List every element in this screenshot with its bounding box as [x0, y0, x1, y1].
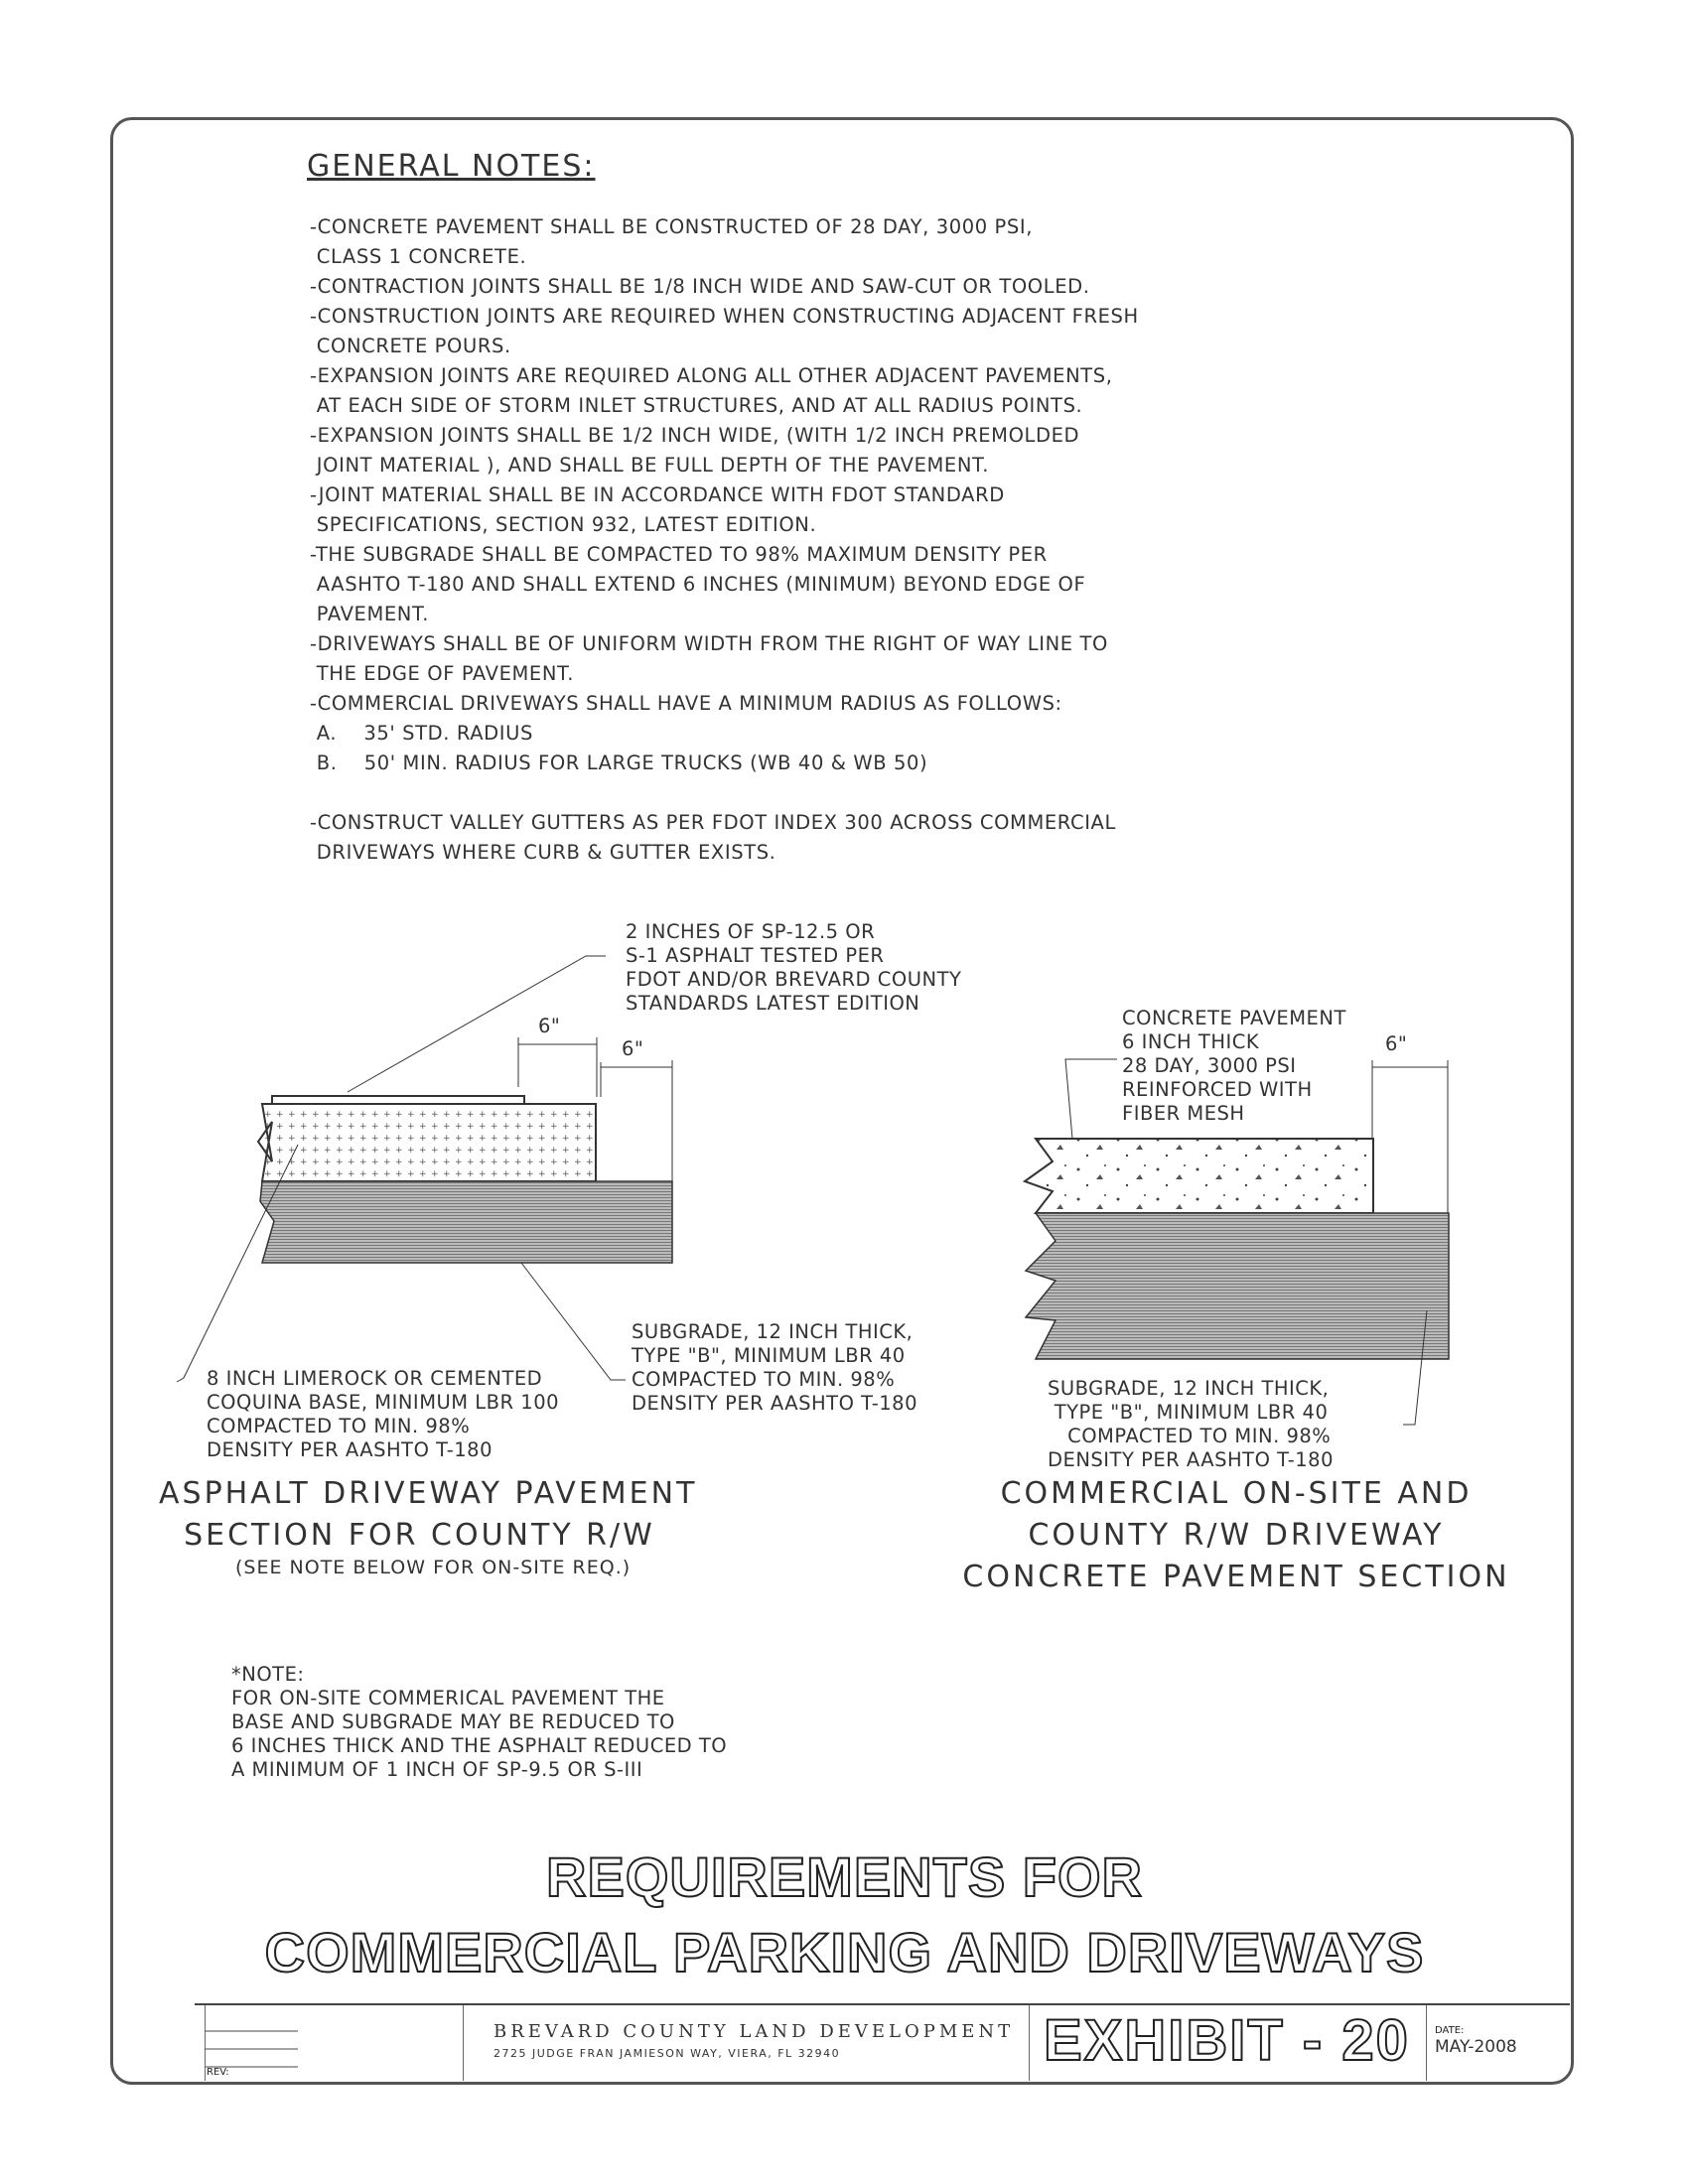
general-note-line: CONCRETE POURS. [310, 335, 511, 357]
concrete-layer [1025, 1139, 1373, 1213]
general-note-line: -CONCRETE PAVEMENT SHALL BE CONSTRUCTED OF 28 DAY, 3000 PSI, [310, 215, 1034, 238]
asphalt-subgrade-label: SUBGRADE, 12 INCH THICK, TYPE "B", MINIMUM LBR 40 COMPACTED TO MIN. 98% DENSITY PER AASHTO T-180 [632, 1320, 917, 1415]
general-note-line: -CONSTRUCT VALLEY GUTTERS AS PER FDOT INDEX 300 ACROSS COMMERCIAL [310, 811, 1116, 834]
general-note-line: -CONSTRUCTION JOINTS ARE REQUIRED WHEN CONSTRUCTING ADJACENT FRESH [310, 305, 1139, 328]
general-note-line: -COMMERCIAL DRIVEWAYS SHALL HAVE A MINIMUM RADIUS AS FOLLOWS: [310, 692, 1062, 715]
subgrade-layer [1026, 1213, 1449, 1359]
concrete-layer-label: CONCRETE PAVEMENT 6 INCH THICK 28 DAY, 3000 PSI REINFORCED WITH FIBER MESH [1122, 1007, 1346, 1125]
general-note-line: PAVEMENT. [310, 603, 429, 625]
general-note-line: B. 50' MIN. RADIUS FOR LARGE TRUCKS (WB 40 & WB 50) [310, 751, 928, 774]
asphalt-section-title: ASPHALT DRIVEWAY PAVEMENT SECTION FOR COUNTY R/W [159, 1476, 698, 1553]
general-note-line: -JOINT MATERIAL SHALL BE IN ACCORDANCE WITH FDOT STANDARD [310, 483, 1005, 506]
asphalt-dim-2: 6" [622, 1037, 644, 1060]
date-value: MAY-2008 [1435, 2037, 1517, 2057]
concrete-dim: 6" [1385, 1032, 1408, 1055]
subgrade-layer [260, 1181, 672, 1263]
main-title-line-1: REQUIREMENTS FOR [546, 1845, 1143, 1908]
company-name: BREVARD COUNTY LAND DEVELOPMENT [493, 2021, 1015, 2042]
title-block [195, 2003, 1570, 2081]
date-label: DATE: [1435, 2025, 1465, 2036]
exhibit-number: EXHIBIT - 20 [1044, 2008, 1410, 2073]
general-note-line: A. 35' STD. RADIUS [310, 722, 533, 745]
general-note-line: -CONTRACTION JOINTS SHALL BE 1/8 INCH WIDE AND SAW-CUT OR TOOLED. [310, 275, 1090, 298]
asphalt-section-subtitle: (SEE NOTE BELOW FOR ON-SITE REQ.) [235, 1557, 632, 1578]
general-note-line: SPECIFICATIONS, SECTION 932, LATEST EDITION. [310, 513, 817, 536]
concrete-section-title: COMMERCIAL ON-SITE AND COUNTY R/W DRIVEWAY CONCRETE PAVEMENT SECTION [962, 1476, 1510, 1594]
general-note-line: AT EACH SIDE OF STORM INLET STRUCTURES, AND AT ALL RADIUS POINTS. [310, 394, 1083, 417]
general-note-line: CLASS 1 CONCRETE. [310, 245, 527, 268]
asphalt-section-drawing [177, 956, 672, 1382]
company-address: 2725 JUDGE FRAN JAMIESON WAY, VIERA, FL 32940 [493, 2047, 841, 2060]
main-title-line-2: COMMERCIAL PARKING AND DRIVEWAYS [264, 1921, 1425, 1983]
on-site-note: *NOTE: FOR ON-SITE COMMERICAL PAVEMENT THE BASE AND SUBGRADE MAY BE REDUCED TO 6 INCHES THICK AND THE ASPHALT REDUCED TO A MINIMUM OF 1 INCH OF SP-9.5 OR S-III [231, 1663, 728, 1781]
general-note-line: AASHTO T-180 AND SHALL EXTEND 6 INCHES (MINIMUM) BEYOND EDGE OF [310, 573, 1086, 596]
general-note-line: -DRIVEWAYS SHALL BE OF UNIFORM WIDTH FROM THE RIGHT OF WAY LINE TO [310, 632, 1108, 655]
asphalt-dim-1: 6" [538, 1015, 561, 1037]
base-layer-label: 8 INCH LIMEROCK OR CEMENTED COQUINA BASE, MINIMUM LBR 100 COMPACTED TO MIN. 98% DENSITY PER AASHTO T-180 [207, 1367, 560, 1461]
general-note-line: JOINT MATERIAL ), AND SHALL BE FULL DEPTH OF THE PAVEMENT. [310, 454, 990, 477]
asphalt-layer [272, 1096, 524, 1104]
general-note-line: -EXPANSION JOINTS SHALL BE 1/2 INCH WIDE, (WITH 1/2 INCH PREMOLDED [310, 424, 1080, 447]
base-layer [258, 1104, 596, 1181]
asphalt-layer-label: 2 INCHES OF SP-12.5 OR S-1 ASPHALT TESTED PER FDOT AND/OR BREVARD COUNTY STANDARDS LATEST EDITION [626, 920, 962, 1015]
concrete-subgrade-label: SUBGRADE, 12 INCH THICK, TYPE "B", MINIMUM LBR 40 COMPACTED TO MIN. 98% DENSITY PER AASHTO T-180 [1048, 1377, 1334, 1471]
general-note-line: DRIVEWAYS WHERE CURB & GUTTER EXISTS. [310, 841, 776, 864]
general-note-line: -THE SUBGRADE SHALL BE COMPACTED TO 98% MAXIMUM DENSITY PER [310, 543, 1048, 566]
general-note-line: -EXPANSION JOINTS ARE REQUIRED ALONG ALL OTHER ADJACENT PAVEMENTS, [310, 364, 1113, 387]
general-notes-heading: GENERAL NOTES: [307, 149, 596, 184]
rev-label: REV: [207, 2067, 229, 2078]
general-note-line: THE EDGE OF PAVEMENT. [310, 662, 575, 685]
